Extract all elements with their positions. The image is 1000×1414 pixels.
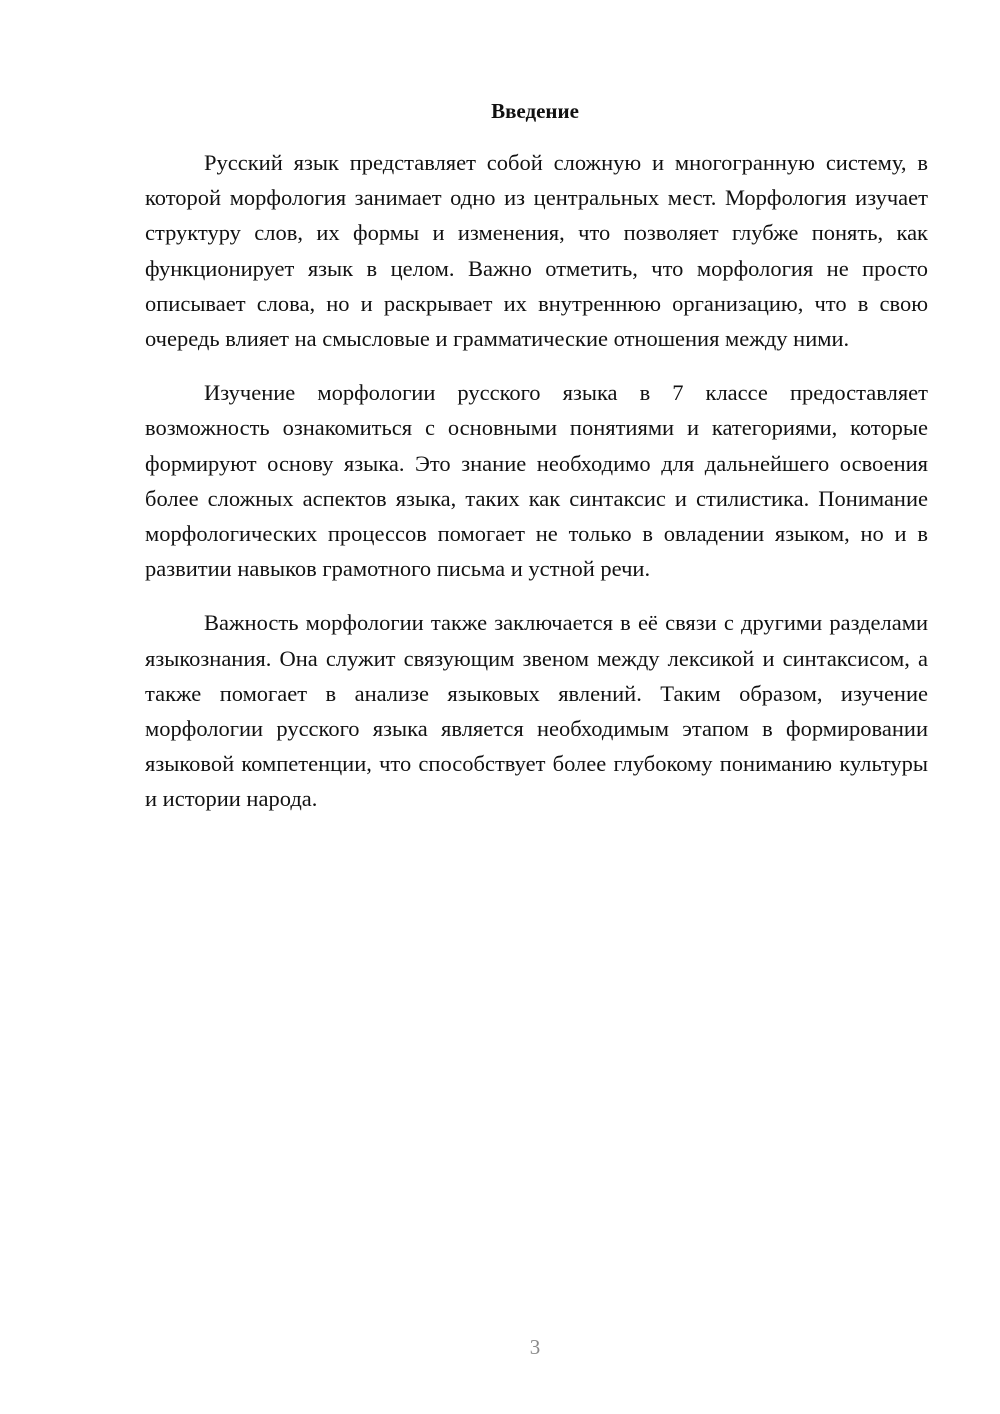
- page-number: 3: [529, 1335, 541, 1359]
- paragraph-1: Русский язык представляет собой сложную и многогранную систему, в которой морфология занимает одно из центральных мест. Морфология изучает структуру слов, их формы и изменения, что позволяет глубже понять, как функционирует язык в целом. Важно отметить, что морфология не просто описывает слова, но и раскрывает их внутреннюю организацию, что в свою очередь влияет на смысловые и грамматические отношения между ними.: [145, 150, 928, 352]
- paragraph-2: Изучение морфологии русского языка в 7 классе предоставляет возможность ознакомиться с основными понятиями и категориями, которые формируют основу языка. Это знание необходимо для дальнейшего освоения более сложных аспектов языка, таких как синтаксис и стилистика. Понимание морфологических процессов помогает не только в овладении языком, но и в развитии навыков грамотного письма и устной речи.: [145, 380, 928, 582]
- section-title: Введение: [491, 99, 579, 123]
- document-body: [145, 145, 928, 836]
- paragraph-3: Важность морфологии также заключается в её связи с другими разделами языкознания. Она служит связующим звеном между лексикой и синтаксисом, а также помогает в анализе языковых явлений. Таким образом, изучение морфологии русского языка является необходимым этапом в формировании языковой компетенции, что способствует более глубокому пониманию культуры и истории народа.: [145, 610, 928, 812]
